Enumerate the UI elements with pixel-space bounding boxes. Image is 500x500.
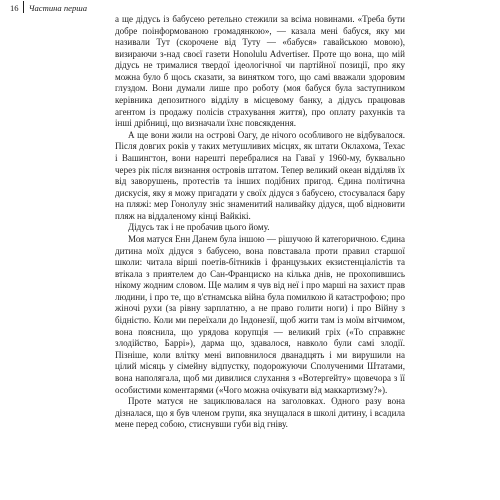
paragraph: Дідусь так і не пробачив цього йому.: [128, 222, 270, 233]
paragraph: Моя матуся Енн Данем була іншою — рішучою й категоричною. Єдина дитина моїх дідуся з бабусею, вона повставала проти правил старшої школи: читала вірші поетів-бітників і французьких екзистенціалістів та втікала з приятелем до Сан-Франциско на кілька днів, не прохопившись нікому жодним словом. Ще малим я чув від неї і про марші на захист прав людини, і про те, що в'єтнамська війна була помилкою й катастрофою; про жіночі рухи (за рівну зарплатню, а не право голити ноги) і про Війну з бідністю. Коли ми переїхали до Індонезії, щоб жити там із моїм вітчимом, вона пояснила, що урядова корупція — великий гріх («То справжнє злодійство, Баррі»), дарма що, здавалося, навколо були самі злодії. Пізніше, коли влітку мені виповнилося дванадцять і ми вирушили на цілий місяць у сімейну відпустку, подорожуючи Сполученими Штатами, вона наполягала, щоб ми дивилися слухання з «Вотергейту» щовечора з її особистими коментарями («Чого можна очікувати від маккартизму?»).: [115, 233, 405, 395]
paragraph: А ще вони жили на острові Оагу, де нічого особливого не відбувалося. Після довгих років у таких метушливих місцях, як штати Оклахома, Техас і Вашингтон, вони нарешті перебралися на Гаваї у 1960-му, буквально через рік після визнання островів штатом. Тепер великий океан відділяв їх від заворушень, протестів та інших подібних пригод. Єдина політична дискусія, яку я можу пригадати у своїх дідуся з бабусею, стосувалася бару на пляжі: мер Гонолулу зніс знаменитий наливайку дідуся, щоб відновити пляж на віддаленому кінці Вайкікі.: [115, 129, 405, 221]
running-head: [10, 1, 87, 13]
page-number: 16: [10, 3, 19, 13]
header-divider: [23, 1, 24, 13]
paragraph: а ще дідусь із бабусею ретельно стежили за всіма новинами. «Треба бути добре поінформованою громадянкою», — казала мені бабуся, яку ми називали Тут (скорочене від Туту — «бабуся» гавайською мовою), визираючи з-над своєї газети Honolulu Advertiser. Проте що вона, що мій дідусь не трималися твердої ідеологічної чи партійної позиції, про яку можна було б щось сказати, за винятком того, що самі вважали здоровим глуздом. Вони думали лише про роботу (моя бабуся була заступником керівника депозитного відділу в місцевому банку, а дідусь працював агентом із продажу полісів страхування життя), про оплату рахунків та інші дрібниці, що визначали їхнє повсякдення.: [115, 14, 405, 129]
section-title: Частина перша: [28, 3, 88, 13]
body-text: [115, 14, 405, 431]
paragraph: Проте матуся не зациклювалася на заголовках. Одного разу вона дізналася, що я був членом групи, яка знущалася в школі дитину, і всадила мене перед собою, стиснувши губи від гніву.: [115, 396, 405, 430]
